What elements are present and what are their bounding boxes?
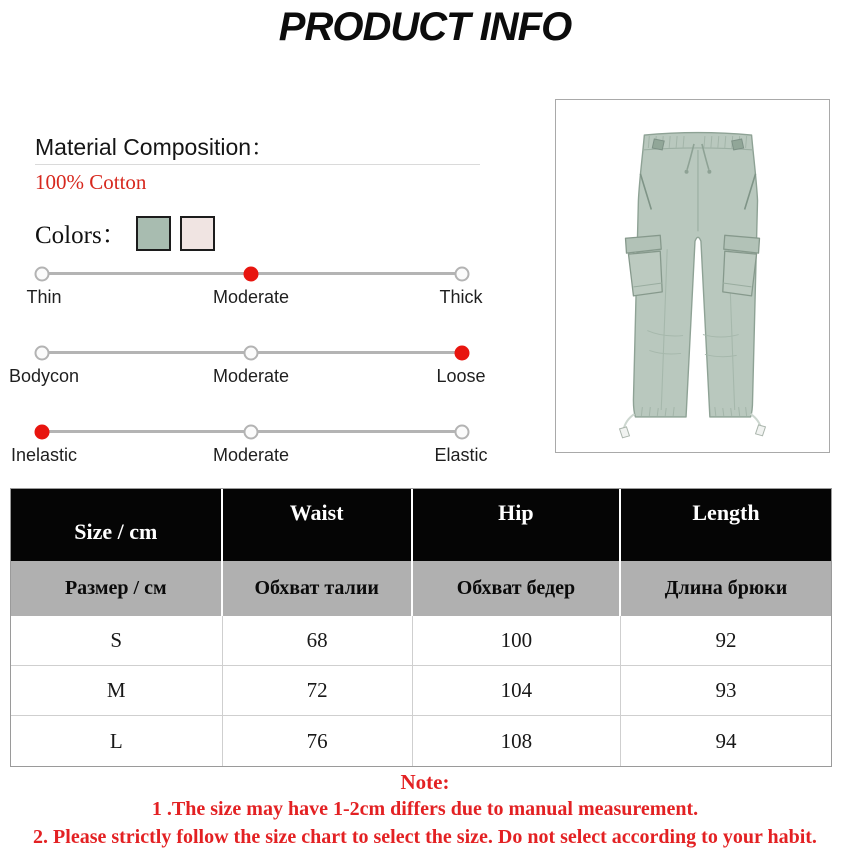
table-cell: 94 <box>715 728 737 753</box>
page-title: PRODUCT INFO <box>278 5 572 49</box>
slider-dot-left <box>35 345 50 360</box>
slider-dot-left <box>35 266 50 281</box>
slider-dot-left <box>35 424 50 439</box>
note-title: Note: <box>400 770 450 794</box>
note-line-2: 2. Please strictly follow the size chart to select the size. Do not select according to your habit. <box>33 826 817 848</box>
product-image-frame <box>555 99 830 453</box>
table-cell: 76 <box>223 716 413 766</box>
size-table <box>10 488 832 767</box>
table-cell: 93 <box>621 666 831 716</box>
slider-label-middle: Moderate <box>212 366 290 386</box>
note-section <box>0 769 850 851</box>
table-cell: L <box>11 716 223 766</box>
header-length: Length <box>692 500 760 525</box>
table-cell: 108 <box>413 716 621 766</box>
slider-label-left: Thin <box>26 287 62 307</box>
table-cell: S <box>11 616 223 666</box>
table-row-s <box>11 616 831 666</box>
table-row-l <box>11 716 831 766</box>
slider-thickness <box>0 260 520 322</box>
table-row-m <box>11 666 831 716</box>
slider-label-right: Thick <box>439 287 483 307</box>
header-ru-waist: Обхват талии <box>223 561 413 616</box>
slider-dot-right <box>455 345 470 360</box>
material-composition-label: Material Composition： <box>35 134 275 160</box>
table-cell: M <box>11 666 223 716</box>
slider-label-middle: Moderate <box>212 287 290 307</box>
table-cell: 104 <box>413 666 621 716</box>
slider-fit <box>0 339 520 401</box>
slider-dot-middle <box>244 424 259 439</box>
header-ru-size: Размер / см <box>11 561 223 616</box>
slider-dot-middle <box>244 266 259 281</box>
header-ru-hip: Обхват бедер <box>413 561 621 616</box>
table-cell: 92 <box>621 616 831 666</box>
header-size-cm: Size / cm <box>11 489 223 561</box>
size-table-header-ru <box>11 561 831 616</box>
table-cell: 100 <box>413 616 621 666</box>
slider-label-middle: Moderate <box>212 445 290 465</box>
slider-elasticity <box>0 418 520 480</box>
table-cell: 72 <box>223 666 413 716</box>
slider-dot-right <box>455 266 470 281</box>
size-table-header-en <box>11 489 831 561</box>
table-cell: 68 <box>223 616 413 666</box>
color-swatch-pale-pink <box>180 216 215 251</box>
slider-label-left: Inelastic <box>10 445 78 465</box>
slider-dot-middle <box>244 345 259 360</box>
note-line-1: 1 .The size may have 1-2cm differs due to manual measurement. <box>151 798 699 820</box>
color-swatch-sage-green <box>136 216 171 251</box>
slider-label-right: Elastic <box>434 445 488 465</box>
header-hip: Hip <box>413 489 621 561</box>
material-divider <box>35 164 480 165</box>
colors-label: Colors： <box>35 222 127 249</box>
slider-dot-right <box>455 424 470 439</box>
cargo-pants-image <box>556 100 829 452</box>
colors-row <box>35 214 215 252</box>
slider-label-right: Loose <box>436 366 486 386</box>
header-waist: Waist <box>223 489 413 561</box>
slider-label-left: Bodycon <box>8 366 80 386</box>
header-ru-length: Длина брюки <box>664 577 788 599</box>
material-value: 100% Cotton <box>35 170 147 194</box>
